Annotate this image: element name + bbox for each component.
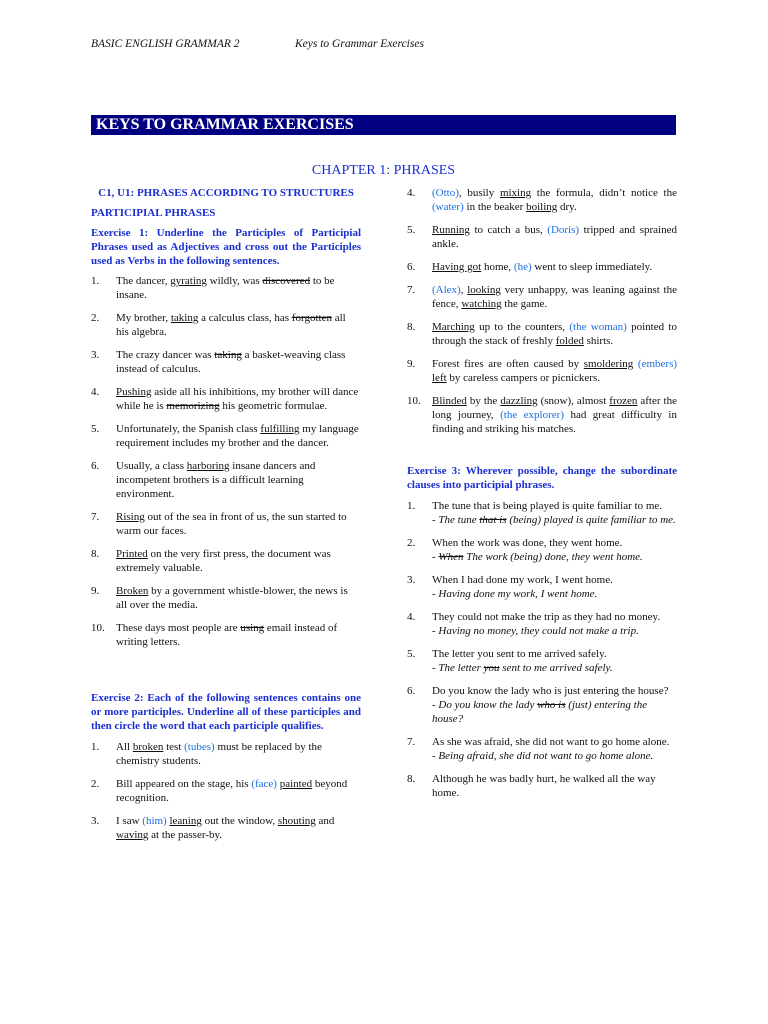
list-item: 4. They could not make the trip as they had no money. - Having no money, they could not make a trip.: [407, 611, 661, 637]
list-item: 9. Forest fires are often caused by smoldering (embers) left by careless campers or picnickers.: [407, 358, 678, 384]
list-item: 2. When the work was done, they went home. - When The work (being) done, they went home.: [407, 537, 643, 563]
list-item: 10. Blinded by the dazzling (snow), almost frozen after the long journey, (the explorer) had great difficulty in finding and striking his matches.: [407, 395, 677, 435]
list-item: 3. When I had done my work, I went home. - Having done my work, I went home.: [407, 574, 613, 600]
list-item: 2. My brother, taking a calculus class, has forgotten all his algebra.: [91, 312, 346, 338]
list-item: 4. (Otto), busily mixing the formula, didn’t notice the (water) in the beaker boiling dry.: [407, 187, 677, 213]
list-item: 1. The dancer, gyrating wildly, was discovered to be insane.: [91, 275, 335, 301]
list-item: 6. Usually, a class harboring insane dancers and incompetent brothers is a difficult learning environment.: [91, 460, 316, 500]
list-item: 1. The tune that is being played is quite familiar to me. - The tune that is (being) played is quite familiar to me.: [407, 500, 676, 526]
chapter-title: CHAPTER 1: PHRASES: [311, 163, 456, 178]
list-item: 3. The crazy dancer was taking a basket-weaving class instead of calculus.: [91, 349, 346, 375]
list-item: 8. Marching up to the counters, (the woman) pointed to through the stack of freshly folded shirts.: [407, 321, 677, 347]
list-item: 5. The letter you sent to me arrived safely. - The letter you sent to me arrived safely.: [407, 648, 613, 674]
list-item: 9. Broken by a government whistle-blower, the news is all over the media.: [91, 585, 348, 611]
list-item: 2. Bill appeared on the stage, his (face) painted beyond recognition.: [91, 778, 348, 804]
header-right: Keys to Grammar Exercises: [295, 38, 424, 50]
list-item: 5. Running to catch a bus, (Doris) tripped and sprained ankle.: [407, 224, 677, 250]
title-banner: KEYS TO GRAMMAR EXERCISES: [91, 115, 676, 135]
list-item: 6. Do you know the lady who is just entering the house? - Do you know the lady who is (just) entering the house?: [407, 685, 669, 725]
list-item: 7. Rising out of the sea in front of us, the sun started to warm our faces.: [91, 511, 347, 537]
list-item: 5. Unfortunately, the Spanish class fulfilling my language requirement includes my brother and the dancer.: [91, 423, 359, 449]
list-item: 3. I saw (him) leaning out the window, shouting and waving at the passer-by.: [91, 815, 335, 841]
list-item: 7. (Alex), looking very unhappy, was leaning against the fence, watching the game.: [407, 284, 677, 310]
list-item: 7. As she was afraid, she did not want to go home alone. - Being afraid, she did not want to go home alone.: [407, 736, 670, 762]
exercise-2-title: Exercise 2: Each of the following sentences contains one or more participles. Underline all of these participles and then circle the word that each participle qualifies.: [91, 692, 361, 732]
list-item: 6. Having got home, (he) went to sleep immediately.: [407, 261, 653, 273]
list-item: 10. These days most people are using email instead of writing letters.: [91, 622, 338, 648]
exercise-3-title: Exercise 3: Wherever possible, change the subordinate clauses into participial phrases.: [407, 465, 677, 491]
running-header: [91, 38, 424, 50]
list-item: 8. Although he was badly hurt, he walked all the way home.: [407, 773, 656, 799]
header-left: BASIC ENGLISH GRAMMAR 2: [91, 38, 240, 50]
right-column: [407, 186, 677, 809]
subsection-title: PARTICIPIAL PHRASES: [91, 207, 216, 219]
section-title: C1, U1: PHRASES ACCORDING TO STRUCTURES: [98, 187, 354, 199]
list-item: 4. Pushing aside all his inhibitions, my brother will dance while he is memorizing his geometric formulae.: [91, 386, 359, 412]
list-item: 8. Printed on the very first press, the document was extremely valuable.: [91, 548, 331, 574]
exercise-1-title: Exercise 1: Underline the Participles of Participial Phrases used as Adjectives and cross out the Participles used as Verbs in the following sentences.: [91, 227, 361, 267]
list-item: 1. All broken test (tubes) must be replaced by the chemistry students.: [91, 741, 322, 767]
left-column: [91, 186, 361, 851]
